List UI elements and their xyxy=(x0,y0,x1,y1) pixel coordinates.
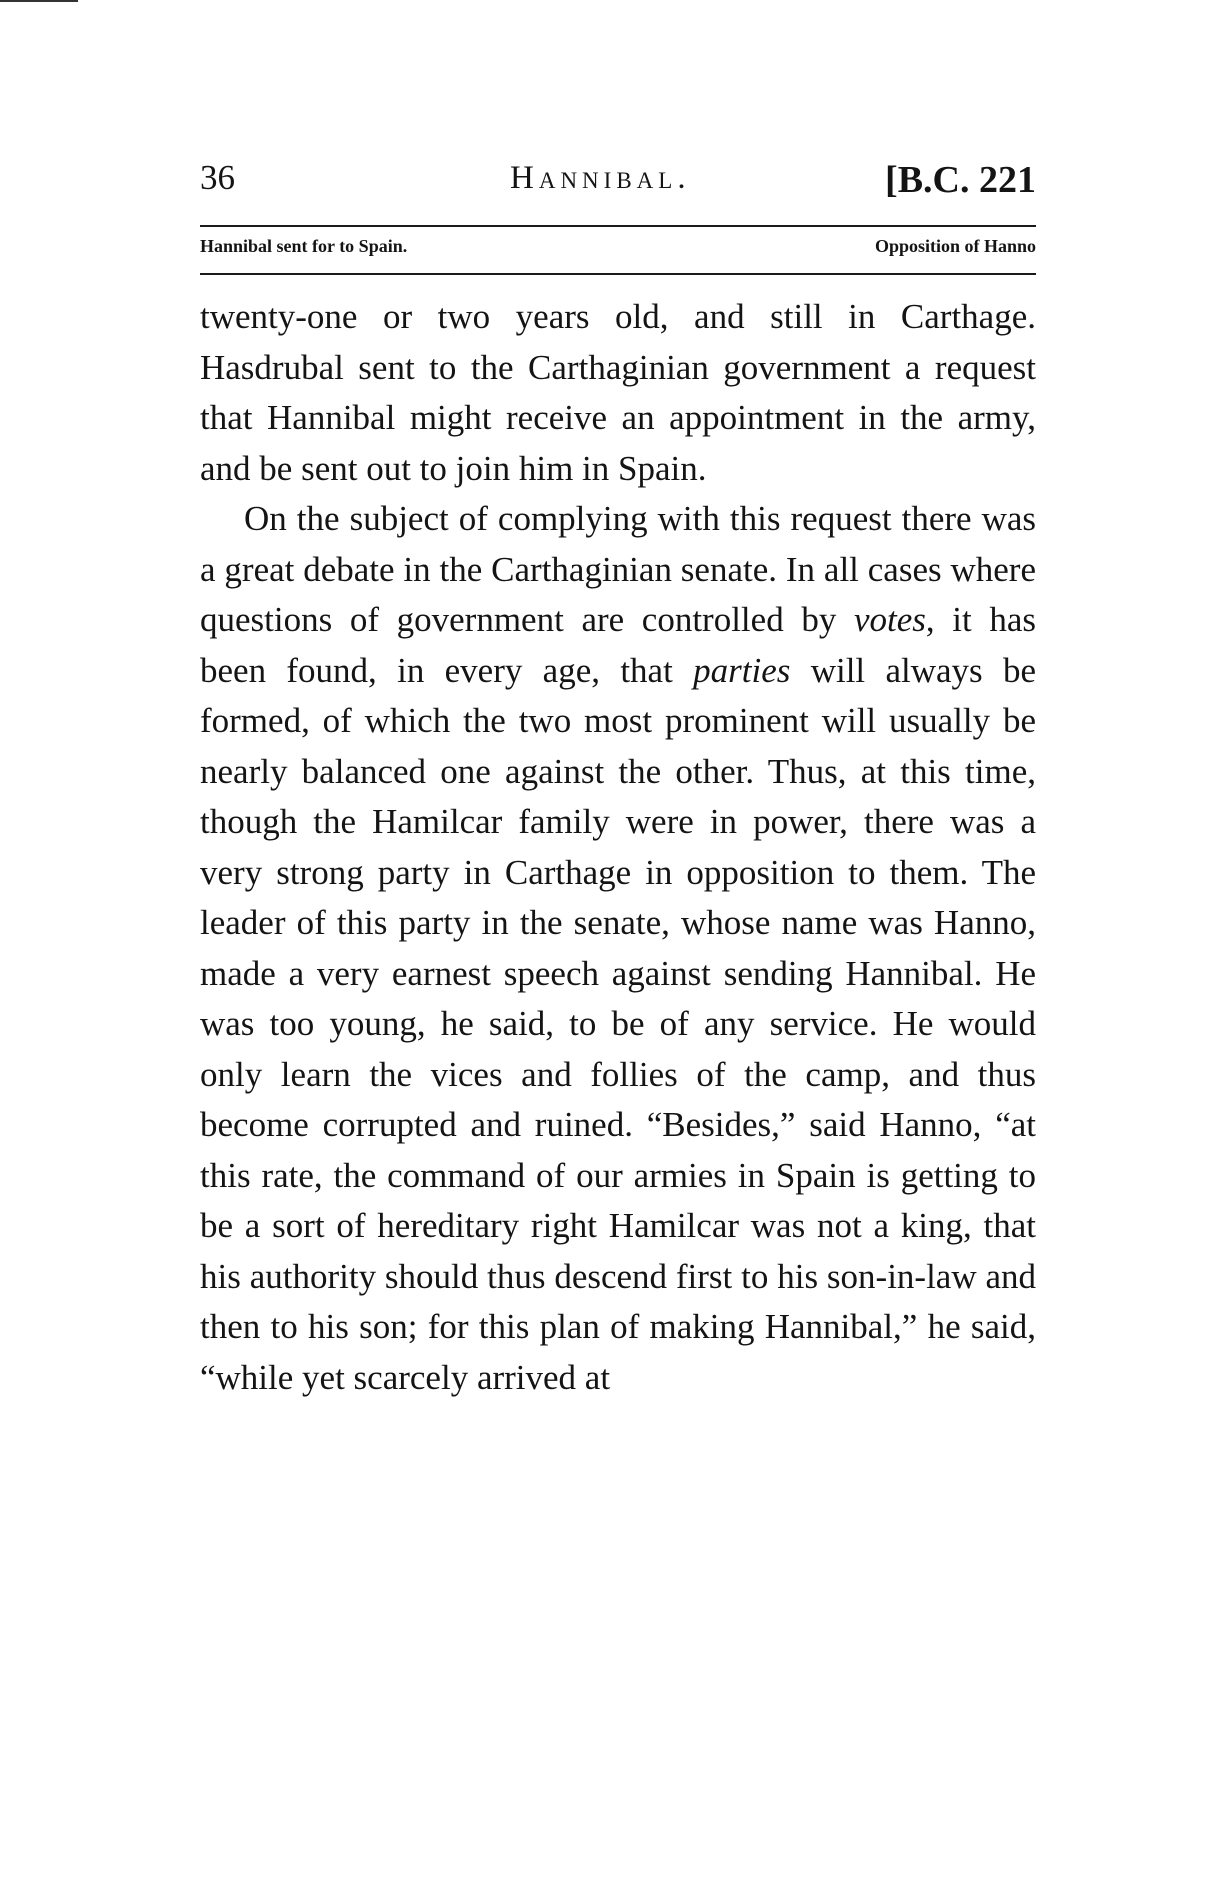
book-title: Hannibal. xyxy=(510,160,691,196)
paragraph-2-part-2: , it has been found, in every age, that xyxy=(200,600,1037,690)
header-rule-bottom xyxy=(200,273,1036,275)
side-note-left: Hannibal sent for to Spain. xyxy=(200,236,408,256)
body-text xyxy=(200,292,1036,1403)
paragraph-1: twenty-one or two years old, and still in Carthage. Hasdrubal sent to the Carthaginian government a request that Hannibal might receive an appointment in the army, and be sent out to join him in Spain. xyxy=(200,297,1036,488)
page-number: 36 xyxy=(200,158,235,197)
paragraph-2 xyxy=(200,494,1036,1403)
paragraph-2-part-1: On the subject of complying with this request there was a great debate in the Carthaginian senate. In all cases where questions of government are controlled by xyxy=(200,499,1036,639)
date-reference: [B.C. 221 xyxy=(885,159,1036,201)
paragraph-2-italic-parties: parties xyxy=(693,650,791,690)
side-note-right: Opposition of Hanno xyxy=(874,236,1036,256)
paragraph-2-part-3: will always be formed, of which the two most prominent will usually be nearly balanced one against the other. Thus, at this time, though the Hamilcar family were in power, there was a very strong party in Carthage in opposition to them. The leader of this party in the senate, whose name was Hanno, made a very earnest speech against sending Hannibal. He was too young, he said, to be of any service. He would only learn the vices and follies of the camp, and thus become corrupted and ruined. “Besides,” said Hanno, “at this rate, the command of our armies in Spain is getting to be a sort of hereditary right Hamilcar was not a king, that his authority should thus descend first to his son-in-law and then to his son; for this plan of making Hannibal,” he said, “while yet scarcely arrived at xyxy=(200,650,1037,1397)
header-rule-top xyxy=(200,225,1036,227)
paragraph-2-italic-votes: votes xyxy=(853,600,926,639)
corner-rule xyxy=(0,0,78,2)
running-head xyxy=(200,158,1036,210)
